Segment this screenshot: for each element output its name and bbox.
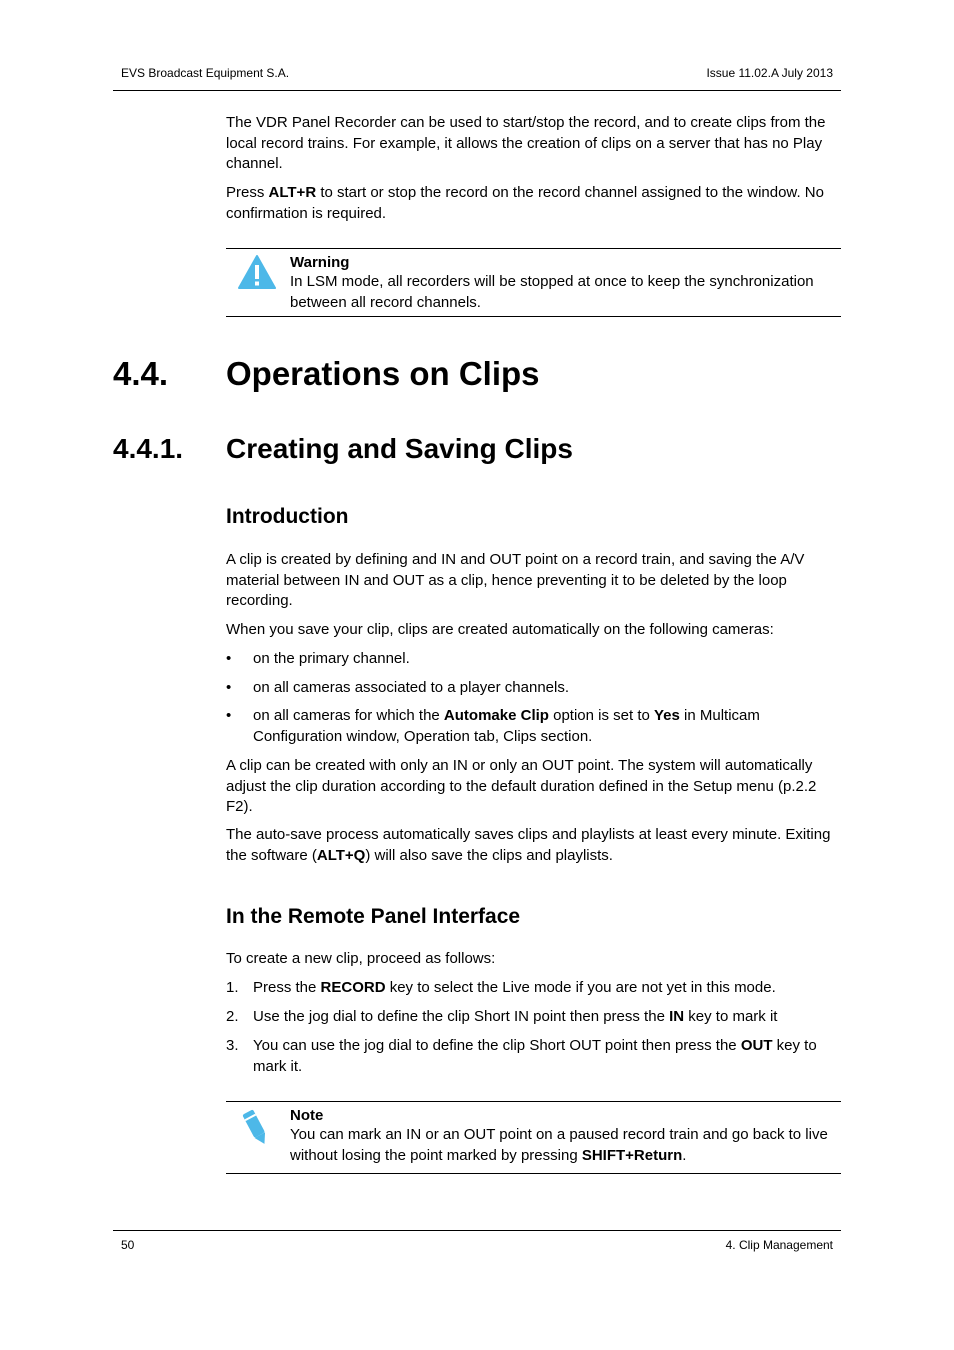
step-text: You can use the jog dial to define the clip Short OUT point then press the OUT key to mark it. <box>253 1037 817 1075</box>
header-issue: Issue 11.02.A July 2013 <box>706 66 833 80</box>
section-number: 4.4. <box>113 355 169 392</box>
page-number: 50 <box>121 1238 135 1252</box>
step-number: 1. <box>226 979 239 996</box>
step-text: Use the jog dial to define the clip Short IN point then press the IN key to mark it <box>253 1008 778 1025</box>
subsection-number: 4.4.1. <box>113 433 184 464</box>
warning-title: Warning <box>290 254 350 271</box>
introduction-paragraph-2: When you save your clip, clips are created automatically on the following cameras: <box>226 621 774 638</box>
note-box <box>226 1101 841 1174</box>
note-text: You can mark an IN or an OUT point on a paused record train and go back to live without losing the point marked by pressing SHIFT+Return. <box>290 1126 828 1164</box>
pencil-note-icon <box>238 1108 274 1153</box>
warning-text: In LSM mode, all recorders will be stopped at once to keep the synchronization between all record channels. <box>290 273 814 311</box>
introduction-heading: Introduction <box>226 505 349 528</box>
bullet-text: on all cameras associated to a player channels. <box>253 679 570 696</box>
bullet-text: on all cameras for which the Automake Clip option is set to Yes in Multicam Configuration window, Operation tab, Clips section. <box>253 707 760 745</box>
remote-panel-heading: In the Remote Panel Interface <box>226 905 521 928</box>
remote-paragraph-1: To create a new clip, proceed as follows: <box>226 950 496 967</box>
bullet-marker: • <box>226 650 232 667</box>
intro-paragraph-2: Press ALT+R to start or stop the record on the record channel assigned to the window. No confirmation is required. <box>226 184 824 222</box>
header-rule <box>113 90 841 91</box>
introduction-paragraph-1: A clip is created by defining and IN and OUT point on a record train, and saving the A/V material between IN and OUT as a clip, hence preventing it to be deleted by the loop recording. <box>226 551 805 609</box>
bullet-marker: • <box>226 707 232 724</box>
note-title: Note <box>290 1107 324 1124</box>
bullet-text: on the primary channel. <box>253 650 410 667</box>
header-company: EVS Broadcast Equipment S.A. <box>121 66 290 80</box>
bullet-marker: • <box>226 679 232 696</box>
introduction-paragraph-3: A clip can be created with only an IN or only an OUT point. The system will automatically adjust the clip duration according to the default duration defined in the Setup menu (p.2.2 F2). <box>226 757 817 815</box>
intro-paragraph-1: The VDR Panel Recorder can be used to start/stop the record, and to create clips from the local record trains. For example, it allows the creation of clips on a server that has no Play channel. <box>226 114 826 172</box>
footer-rule <box>113 1230 841 1231</box>
footer-chapter: 4. Clip Management <box>725 1238 833 1252</box>
introduction-paragraph-4: The auto-save process automatically saves clips and playlists at least every minute. Exiting the software (ALT+Q) will also save the clips and playlists. <box>226 826 831 864</box>
warning-triangle-icon <box>238 254 276 295</box>
step-number: 3. <box>226 1037 239 1054</box>
step-text: Press the RECORD key to select the Live mode if you are not yet in this mode. <box>253 979 776 996</box>
subsection-title: Creating and Saving Clips <box>226 433 573 464</box>
warning-box <box>226 248 841 317</box>
step-number: 2. <box>226 1008 239 1025</box>
section-title: Operations on Clips <box>226 355 540 392</box>
